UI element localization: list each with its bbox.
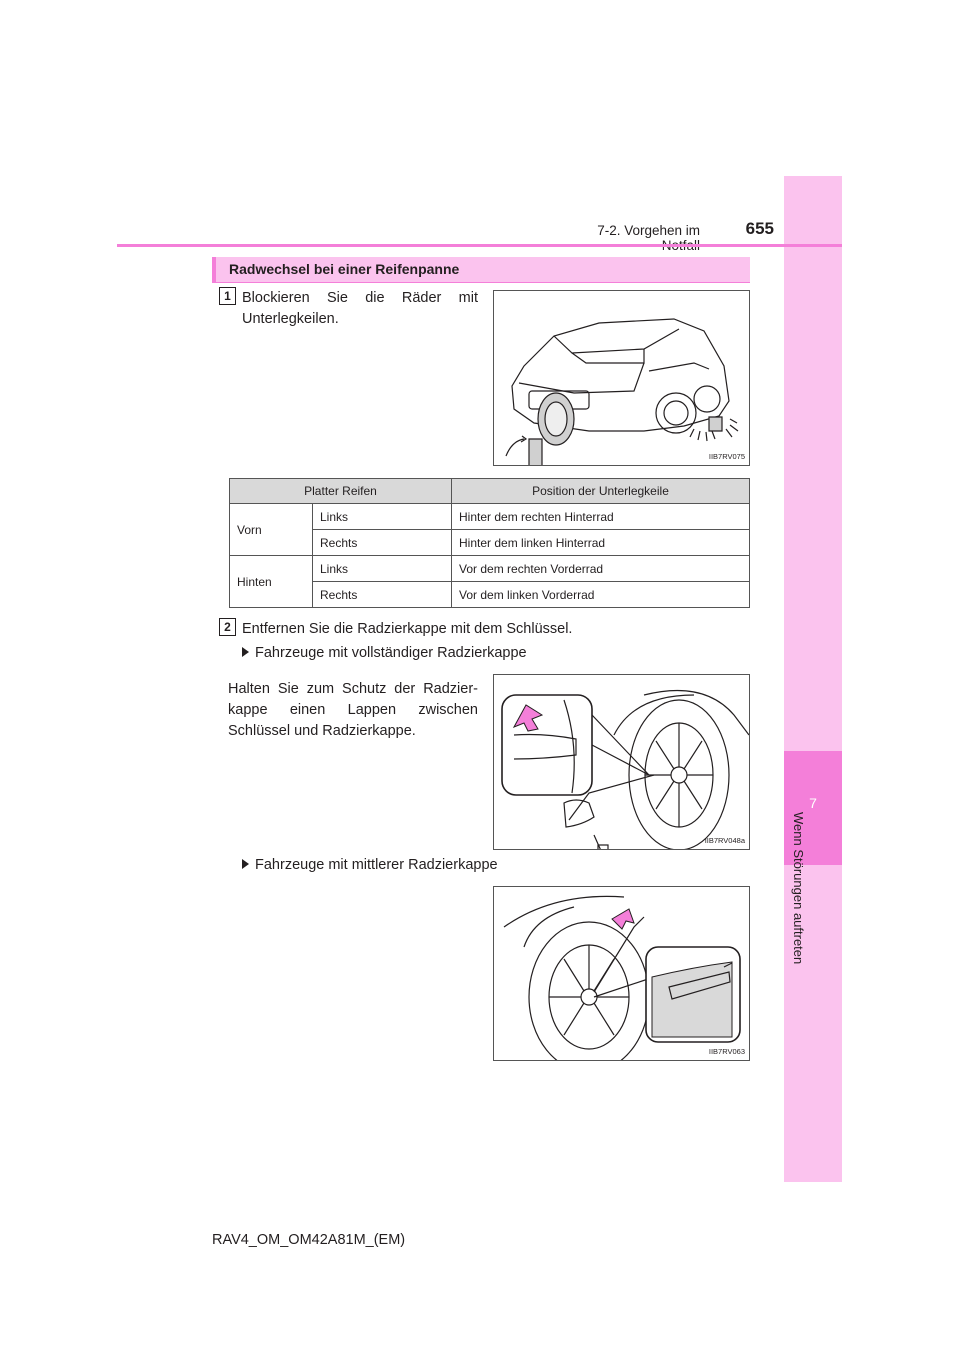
header-rule: [117, 244, 842, 247]
step-1-number: 1: [219, 287, 236, 305]
chapter-title: Wenn Störungen auftreten: [791, 812, 806, 965]
chapter-number: 7: [809, 795, 817, 811]
figure-code: IIB7RV063: [708, 1047, 745, 1056]
full-cap-text-line2: kappe einen Lappen zwischen: [228, 702, 478, 718]
table-group-label: Vorn: [230, 504, 313, 556]
table-cell: Links: [313, 556, 452, 582]
chock-position-table: [229, 478, 750, 608]
step-1-text-line1: Blockieren Sie die Räder mit: [242, 290, 478, 306]
header-section-title: 7-2. Vorgehen im: [597, 223, 700, 238]
chock-wheels-figure: [493, 290, 750, 466]
step-1-text-line2: Unterlegkeilen.: [242, 311, 339, 327]
footer-document-code: RAV4_OM_OM42A81M_(EM): [212, 1232, 406, 1248]
table-cell: Hinter dem linken Hinterrad: [452, 530, 750, 556]
table-cell: Hinter dem rechten Hinterrad: [452, 504, 750, 530]
step-2-number: 2: [219, 618, 236, 636]
table-cell: Vor dem linken Vorderrad: [452, 582, 750, 608]
table-cell: Links: [313, 504, 452, 530]
figure-code: IIB7RV048a: [704, 836, 745, 845]
figure-code: IIB7RV075: [708, 452, 745, 461]
table-header-row: [230, 479, 750, 504]
table-cell: Vor dem rechten Vorderrad: [452, 556, 750, 582]
table-cell: Rechts: [313, 582, 452, 608]
full-cap-bullet: [242, 645, 527, 661]
full-cap-figure: [493, 674, 750, 850]
full-cap-text-line1: Halten Sie zum Schutz der Radzier-: [228, 681, 478, 697]
triangle-bullet-icon: [242, 647, 249, 657]
mid-cap-illustration: [494, 887, 750, 1061]
table-header-cell: Position der Unterlegkeile: [452, 479, 750, 504]
suv-illustration: [494, 291, 750, 466]
mid-cap-bullet-text: Fahrzeuge mit mittlerer Radzierkappe: [255, 857, 498, 873]
full-cap-text-line3: Schlüssel und Radzierkappe.: [228, 723, 416, 739]
full-cap-bullet-text: Fahrzeuge mit vollständiger Radzierkappe: [255, 645, 527, 661]
table-header-cell: Platter Reifen: [230, 479, 452, 504]
step-2-text: Entfernen Sie die Radzierkappe mit dem Schlüssel.: [242, 621, 573, 637]
section-heading-text: Radwechsel bei einer Reifenpanne: [229, 261, 460, 277]
page-number: 655: [745, 219, 774, 238]
table-row: [230, 504, 750, 530]
chapter-side-tab: [784, 176, 842, 1182]
mid-cap-bullet: [242, 857, 498, 873]
table-row: [230, 556, 750, 582]
full-cap-illustration: [494, 675, 750, 850]
mid-cap-figure: [493, 886, 750, 1061]
triangle-bullet-icon: [242, 859, 249, 869]
table-cell: Rechts: [313, 530, 452, 556]
section-heading: [212, 257, 750, 283]
table-group-label: Hinten: [230, 556, 313, 608]
